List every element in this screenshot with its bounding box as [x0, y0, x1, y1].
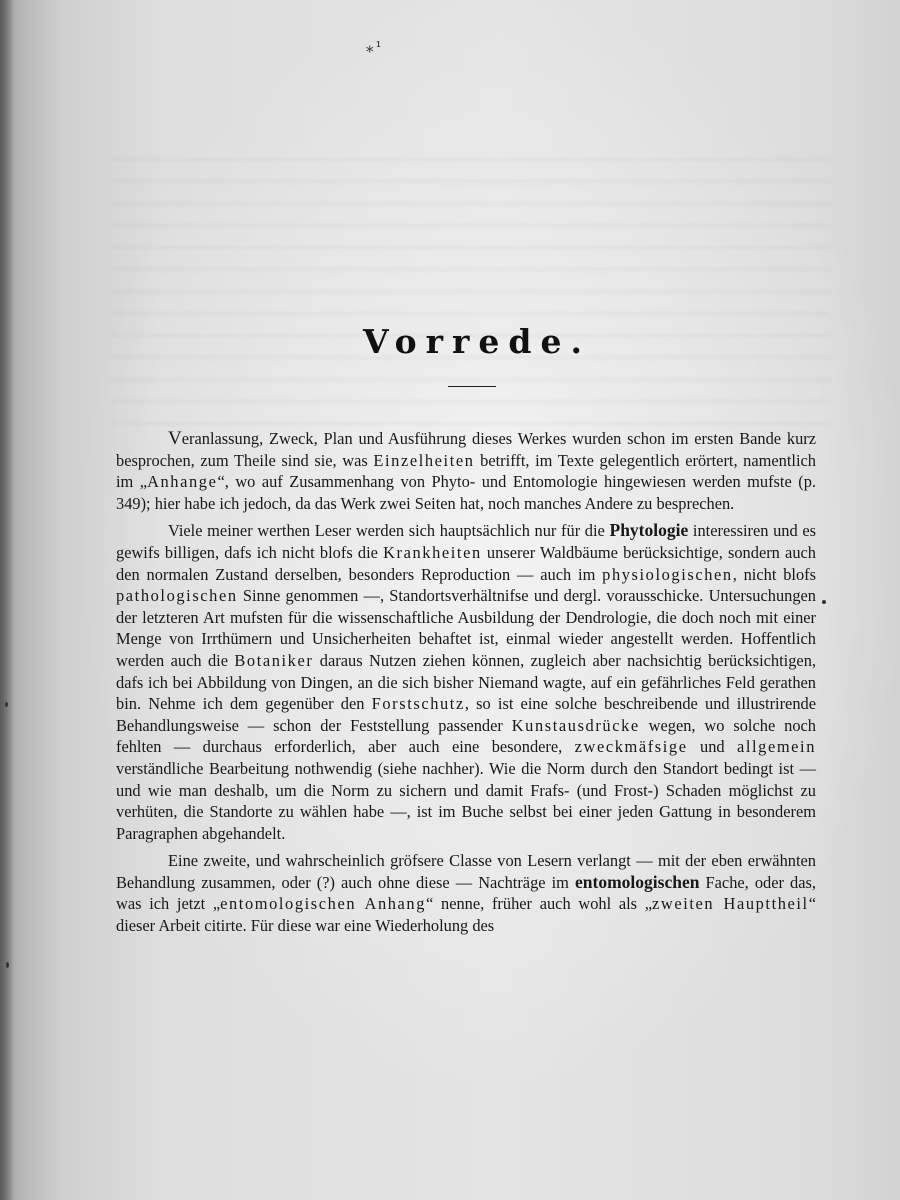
text-run-sp: Botaniker: [234, 650, 314, 670]
ink-speck: [822, 600, 826, 604]
text-run: wegen, wo solche noch fehlten — durchaus erforderlich, aber auch eine besondere,: [116, 715, 816, 757]
text-run: verständliche Bearbeitung nothwendig (siehe nachher). Wie die Norm durch den Standort bedingt ist — und wie man deshalb, um die Norm zu sichern und damit Frafs- (und Frost-) Schaden möglichst zu verhüten, die Standorte zu wählen habe —, ist im Buche selbst bei einer jeden Gattung in besonderem Paragraphen abgehandelt.: [116, 758, 816, 843]
paragraph-2: [116, 520, 816, 844]
text-run: Sinne genommen —, Standortsverhältnifse und dergl. vorausschicke. Untersuchungen der letzteren Art mufsten für die wissenschaftliche Ausbildung der Dendrologie, die doch noch mit einer Menge von Irrthümern und Unsicherheiten behaftet ist, einmal wieder angestellt werden. Hoffentlich werden auch die: [116, 586, 816, 670]
text-run: betrifft, im Texte gelegentlich erörtert, namentlich im „: [116, 450, 817, 492]
text-run: “ nenne, früher auch wohl als „: [426, 894, 653, 914]
text-run-sp: zweckmäfsige: [574, 737, 688, 757]
text-run-sp: physiologischen: [602, 564, 733, 584]
paragraph-3: [116, 850, 816, 936]
text-run: “, wo auf Zusammenhang von Phyto- und Entomologie hingewiesen werden mufste (p. 349); hier habe ich jedoch, da das Werk zwei Seiten hat, noch manches Andere zu besprechen.: [116, 472, 816, 513]
text-run-sp: Anhange: [147, 472, 218, 492]
title-rule: [448, 386, 496, 387]
text-run: und: [687, 737, 737, 757]
text-run-sp: Forstschutz: [371, 694, 465, 714]
text-run-hl: entomologischen: [575, 871, 700, 892]
gutter-shadow: [0, 0, 14, 1200]
text-run: daraus Nutzen ziehen können, zugleich aber nachsichtig berücksichtigen, dafs ich bei Abbildung von Dingen, an die sich bisher Niemand wagte, auf ein gefährliches Feld gerathen bin. Nehme ich dem gegenüber den: [116, 650, 816, 714]
ink-speck: [6, 962, 9, 968]
body-text: [116, 428, 816, 937]
page-mark: ⁎¹: [366, 38, 384, 56]
text-run: unserer Waldbäume berücksichtige, sondern auch den normalen Zustand derselben, besonders Reproduction — auch im: [116, 542, 817, 584]
text-run-sp: Kunstausdrücke: [511, 715, 640, 735]
page-title: Vorrede.: [363, 322, 591, 361]
text-run-sp: Krankheiten: [383, 542, 482, 562]
bleed-through-text: [110, 140, 830, 440]
text-run: Viele meiner werthen Leser werden sich hauptsächlich nur für die: [168, 521, 610, 541]
text-run: interessiren und es gewifs billigen, dafs ich nicht blofs die: [116, 521, 817, 562]
text-run-sp: pathologischen: [116, 586, 238, 606]
text-run-dropcap: V: [168, 428, 182, 449]
text-run-hl: Phytologie: [609, 520, 689, 541]
text-run-sp: allgemein: [736, 737, 817, 757]
paragraph-1: [116, 428, 816, 514]
text-run: , so ist eine solche beschreibende und illustrirende Behandlungsweise — schon der Feststellung passender: [116, 694, 816, 735]
text-run-sp: zweiten Haupttheil: [652, 894, 809, 914]
text-run: eranlassung, Zweck, Plan und Ausführung dieses Werkes wurden schon im ersten Bande kurz besprochen, zum Theile sind sie, was: [116, 429, 816, 470]
text-run-sp: entomologischen Anhang: [220, 894, 427, 914]
text-run: Fache, oder das, was ich jetzt „: [116, 872, 816, 914]
text-run: Eine zweite, und wahrscheinlich gröfsere Classe von Lesern verlangt — mit der eben erwähnten Behandlung zusammen, oder (?) auch ohne diese — Nachträge im: [116, 851, 816, 892]
text-run: “ dieser Arbeit citirte. Für diese war eine Wiederholung des: [116, 894, 816, 936]
text-run-sp: Einzelheiten: [373, 450, 475, 470]
text-run: , nicht blofs: [732, 564, 817, 584]
ink-speck: [5, 702, 8, 707]
